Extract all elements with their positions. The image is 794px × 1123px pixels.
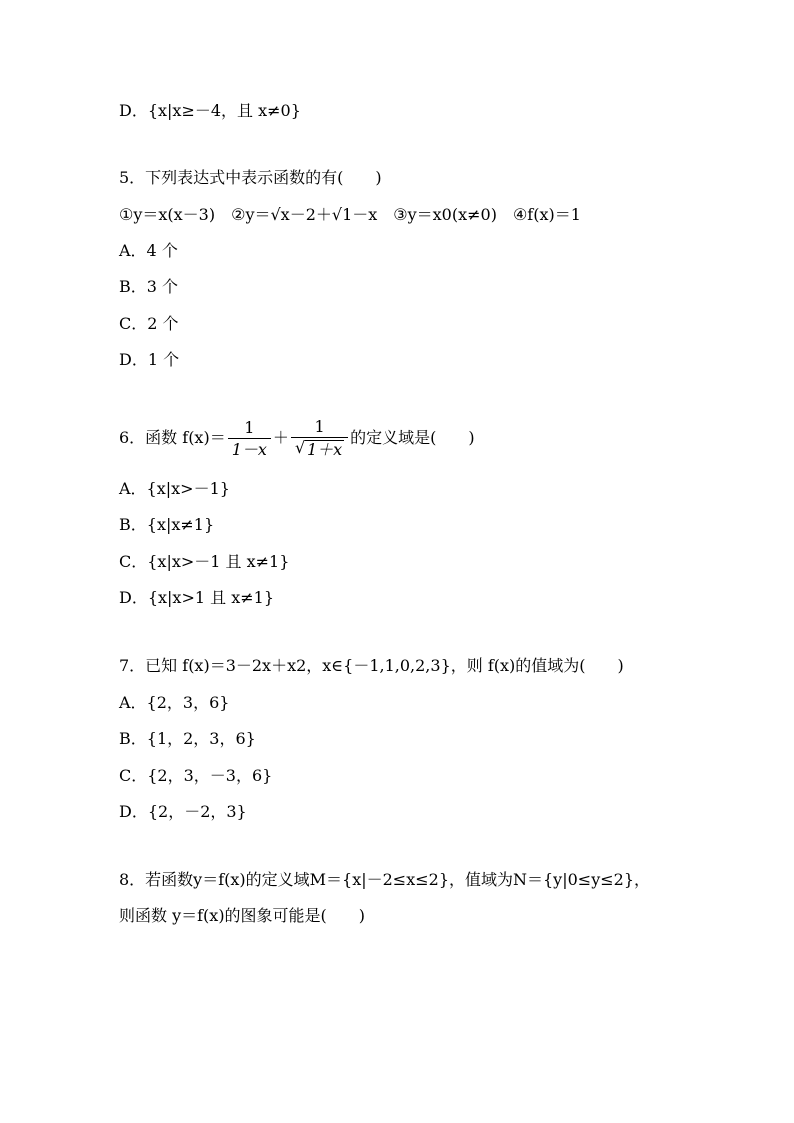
q7-option-d: D．{2，－2，3} (119, 802, 247, 821)
q6-frac2-denominator-wrap (291, 438, 348, 459)
q8-stem-line1: 8．若函数y＝f(x)的定义域M＝{x|－2≤x≤2}，值域为N＝{y|0≤y≤2}， (119, 870, 651, 889)
q5-option-c: C．2 个 (119, 314, 179, 333)
q7-stem: 7．已知 f(x)＝3－2x＋x2，x∈{－1,1,0,2,3}，则 f(x)的值域为( ) (119, 656, 624, 675)
q6-stem-suffix: 的定义域是( ) (350, 428, 475, 447)
q5-expressions: ①y＝x(x－3) ②y＝√x－2＋√1－x ③y＝x0(x≠0) ④f(x)＝1 (119, 205, 581, 224)
q6-option-d: D．{x|x>1 且 x≠1} (119, 588, 274, 607)
sqrt-icon: √ 1＋x (294, 438, 343, 459)
q5-stem: 5．下列表达式中表示函数的有( ) (119, 168, 382, 187)
q6-option-a: A．{x|x>－1} (119, 479, 230, 498)
q6-stem-prefix: 6．函数 f(x)＝ (119, 428, 226, 447)
q7-option-a: A．{2，3，6} (119, 693, 230, 712)
q8-stem-line2: 则函数 y＝f(x)的图象可能是( ) (119, 906, 366, 925)
q5-option-a: A．4 个 (119, 241, 178, 260)
q6-option-c: C．{x|x>－1 且 x≠1} (119, 552, 290, 571)
q5-option-b: B．3 个 (119, 277, 179, 296)
q7-option-c: C．{2，3，－3，6} (119, 766, 273, 785)
q6-frac2-denominator: 1＋x (306, 440, 343, 459)
q5-option-d: D．1 个 (119, 350, 180, 369)
q4-option-d: D．{x|x≥－4，且 x≠0} (119, 101, 301, 120)
q6-frac2-numerator: 1 (291, 418, 348, 438)
q6-fraction-1 (228, 419, 271, 459)
q6-frac1-denominator: 1－x (231, 439, 267, 459)
q6-frac1-numerator: 1 (228, 419, 271, 439)
q7-option-b: B．{1，2，3，6} (119, 729, 256, 748)
q6-fraction-2 (291, 418, 348, 459)
q6-option-b: B．{x|x≠1} (119, 515, 215, 534)
q6-stem: 6．函数 f(x)＝ $\frac{1}{1-x}$ ＋ 1 √ 1＋x 的定义域是( ) (119, 417, 475, 459)
